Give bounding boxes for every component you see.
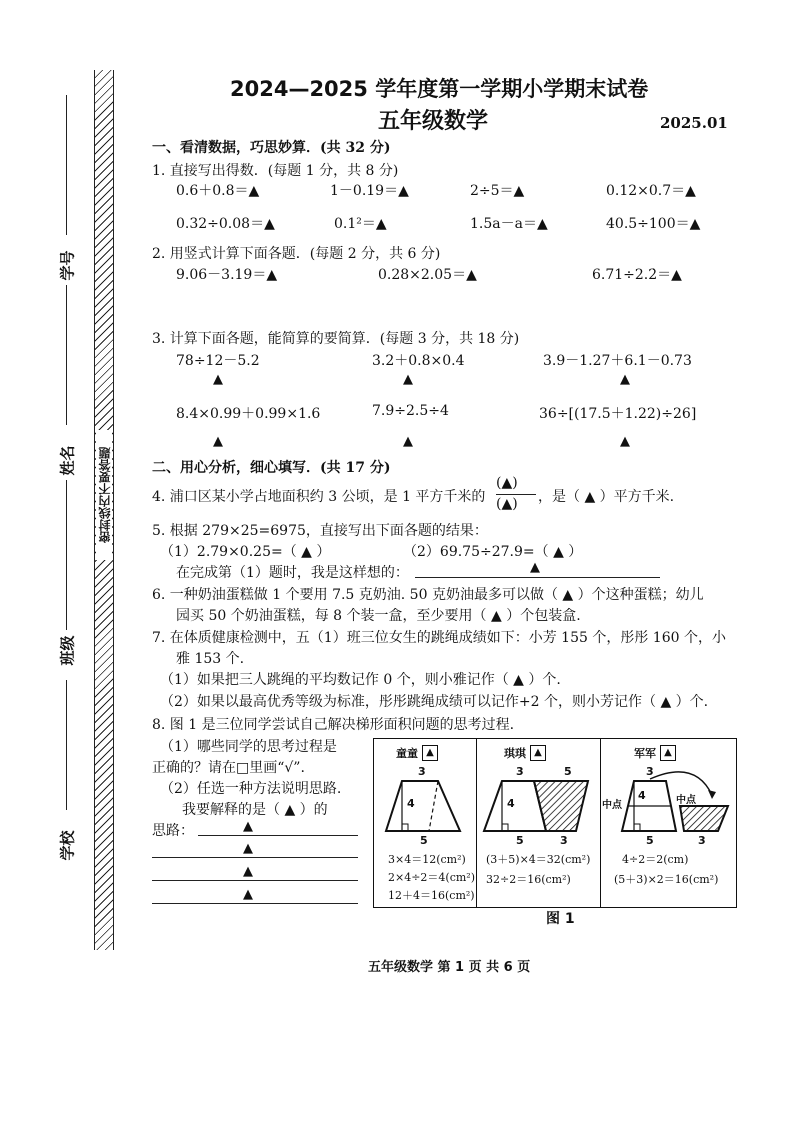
q4-text: 4. 浦口区某小学占地面积约 3 公顷，是 1 平方千米的 bbox=[152, 489, 486, 505]
xuexiao-label: 学校 bbox=[58, 830, 77, 861]
q8-part-1a: （1）哪些同学的思考过程是 bbox=[160, 739, 337, 755]
formula: 4÷2＝2(cm) bbox=[622, 853, 689, 866]
xuehao-label: 学号 bbox=[58, 250, 77, 281]
formula: 32÷2＝16(cm²) bbox=[486, 873, 571, 886]
exam-title: 2024—2025 学年度第一学期小学期末试卷 bbox=[230, 77, 649, 101]
q7-part-2: （2）如果以最高优秀等级为标准，彤彤跳绳成绩可以记作+2 个，则小芳记作（ ▲ ）个. bbox=[160, 694, 709, 710]
q3-item: 3.9－1.27＋6.1－0.73 bbox=[543, 353, 692, 369]
answer-marker[interactable]: ▲ bbox=[620, 434, 630, 449]
fraction-bar bbox=[496, 494, 536, 495]
dim-label: 5 bbox=[420, 834, 428, 847]
banji-line[interactable] bbox=[66, 680, 67, 810]
midpoint-label: 中点 bbox=[602, 800, 622, 811]
dim-label: 4 bbox=[407, 797, 415, 810]
q1-item: 0.1²＝▲ bbox=[334, 216, 387, 232]
q7-text: 7. 在体质健康检测中，五（1）班三位女生的跳绳成绩如下：小芳 155 个，彤彤 160 个，小 bbox=[152, 630, 726, 646]
formula: 2×4÷2＝4(cm²) bbox=[388, 871, 476, 884]
section-1-title: 一、看清数据，巧思妙算．(共 32 分) bbox=[152, 140, 391, 156]
figure-cell-junjun bbox=[600, 739, 736, 907]
q4-text-2: ，是（ ▲ ）平方千米. bbox=[538, 489, 675, 505]
exam-subtitle: 五年级数学 bbox=[378, 109, 489, 134]
student-name: 军军 bbox=[634, 747, 656, 760]
section-2-title: 二、用心分析，细心填写．(共 17 分) bbox=[152, 460, 391, 476]
answer-marker[interactable]: ▲ bbox=[213, 434, 223, 449]
q3-item: 78÷12－5.2 bbox=[176, 353, 260, 369]
q8-part-1b: 正确的？请在□里画“√”. bbox=[152, 760, 305, 776]
q5-answer-line[interactable] bbox=[415, 577, 660, 578]
q8-part-4: 思路： bbox=[152, 823, 194, 839]
q8-answer-line[interactable] bbox=[152, 903, 358, 904]
q8-answer-line[interactable] bbox=[152, 880, 358, 881]
answer-marker[interactable]: ▲ bbox=[530, 560, 540, 575]
dim-label: 4 bbox=[638, 789, 646, 802]
answer-marker[interactable]: ▲ bbox=[213, 372, 223, 387]
q1-item: 40.5÷100＝▲ bbox=[606, 216, 701, 232]
answer-marker[interactable]: ▲ bbox=[620, 372, 630, 387]
exam-date: 2025.01 bbox=[660, 114, 728, 132]
dim-label: 5 bbox=[564, 765, 572, 778]
q7-text-2: 雅 153 个. bbox=[176, 651, 245, 667]
midpoint-label: 中点 bbox=[676, 795, 696, 806]
figure-caption: 图 1 bbox=[546, 911, 575, 927]
answer-marker[interactable]: ▲ bbox=[403, 372, 413, 387]
q3-item: 7.9÷2.5÷4 bbox=[372, 403, 449, 419]
q3-item: 3.2＋0.8×0.4 bbox=[372, 353, 465, 369]
xuehao-line-2 bbox=[66, 285, 67, 425]
answer-marker[interactable]: ▲ bbox=[243, 841, 253, 856]
q1-item: 0.32÷0.08＝▲ bbox=[176, 216, 275, 232]
q2-item: 0.28×2.05＝▲ bbox=[378, 267, 477, 283]
q8-part-2: （2）任选一种方法说明思路. bbox=[160, 781, 342, 797]
q1-item: 0.6＋0.8＝▲ bbox=[176, 183, 260, 199]
q6-text-2: 园买 50 个奶油蛋糕，每 8 个装一盒，至少要用（ ▲ ）个包装盒. bbox=[176, 608, 581, 624]
dim-label: 3 bbox=[418, 765, 426, 778]
answer-marker[interactable]: ▲ bbox=[403, 434, 413, 449]
q2-item: 9.06－3.19＝▲ bbox=[176, 267, 278, 283]
dim-label: 5 bbox=[516, 834, 524, 847]
xingming-label: 姓名 bbox=[58, 445, 77, 476]
banji-label: 班级 bbox=[58, 635, 77, 666]
student-name: 琪琪 bbox=[504, 747, 526, 760]
q2-title: 2. 用竖式计算下面各题．(每题 2 分，共 6 分) bbox=[152, 246, 441, 262]
dim-label: 3 bbox=[516, 765, 524, 778]
student-name: 童童 bbox=[396, 747, 418, 760]
check-box[interactable]: ▲ bbox=[660, 745, 676, 761]
q3-item: 8.4×0.99＋0.99×1.6 bbox=[176, 406, 321, 422]
q3-title: 3. 计算下面各题，能简算的要简算．(每题 3 分，共 18 分) bbox=[152, 331, 520, 347]
q5-reasoning-prompt: 在完成第（1）题时，我是这样想的： bbox=[176, 565, 409, 581]
check-box[interactable]: ▲ bbox=[530, 745, 546, 761]
q5-part-1: （1）2.79×0.25=（ ▲ ） bbox=[160, 544, 331, 560]
q1-title: 1. 直接写出得数．(每题 1 分，共 8 分) bbox=[152, 163, 399, 179]
trapezoid-diagram bbox=[476, 761, 600, 851]
xingming-line[interactable] bbox=[66, 480, 67, 630]
formula: (5＋3)×2＝16(cm²) bbox=[614, 873, 719, 886]
dim-label: 3 bbox=[560, 834, 568, 847]
figure-cell-tongtong bbox=[374, 739, 477, 907]
formula: 3×4＝12(cm²) bbox=[388, 853, 466, 866]
answer-marker[interactable]: ▲ bbox=[243, 887, 253, 902]
q2-item: 6.71÷2.2̇＝▲ bbox=[592, 267, 682, 283]
q6-text: 6. 一种奶油蛋糕做 1 个要用 7.5 克奶油. 50 克奶油最多可以做（ ▲ ）个这种蛋糕；幼儿 bbox=[152, 587, 704, 603]
figure-cell-qiqi bbox=[476, 739, 601, 907]
check-box[interactable]: ▲ bbox=[422, 745, 438, 761]
q3-item: 36÷[(17.5＋1.22)÷26] bbox=[539, 406, 697, 422]
answer-marker[interactable]: ▲ bbox=[243, 819, 253, 834]
formula: 12＋4＝16(cm²) bbox=[388, 889, 475, 902]
q8-title: 8. 图 1 是三位同学尝试自己解决梯形面积问题的思考过程. bbox=[152, 717, 515, 733]
q1-item: 1－0.19＝▲ bbox=[330, 183, 409, 199]
page-footer: 五年级数学 第 1 页 共 6 页 bbox=[368, 960, 531, 975]
q1-item: 2÷5＝▲ bbox=[470, 183, 525, 199]
q4-fraction-numerator[interactable]: (▲) bbox=[496, 475, 518, 491]
q1-item: 0.12×0.7＝▲ bbox=[606, 183, 696, 199]
q5-text: 5. 根据 279×25=6975，直接写出下面各题的结果： bbox=[152, 523, 488, 539]
q8-part-3: 我要解释的是（ ▲ ）的 bbox=[182, 802, 328, 818]
dim-label: 5 bbox=[646, 834, 654, 847]
figure-1 bbox=[373, 738, 737, 908]
dim-label: 4 bbox=[507, 797, 515, 810]
q1-item: 1.5a－a＝▲ bbox=[470, 216, 548, 232]
q5-part-2: （2）69.75÷27.9=（ ▲ ） bbox=[403, 544, 583, 560]
q4-fraction-denominator[interactable]: (▲) bbox=[496, 496, 518, 512]
q8-answer-line[interactable] bbox=[198, 835, 358, 836]
q8-answer-line[interactable] bbox=[152, 857, 358, 858]
dim-label: 3 bbox=[646, 765, 654, 778]
answer-marker[interactable]: ▲ bbox=[243, 864, 253, 879]
xuehao-line[interactable] bbox=[66, 95, 67, 235]
seal-notice: 密封线内不要答题 bbox=[96, 430, 112, 560]
q7-part-1: （1）如果把三人跳绳的平均数记作 0 个，则小雅记作（ ▲ ）个. bbox=[160, 672, 561, 688]
formula: (3＋5)×4＝32(cm²) bbox=[486, 853, 591, 866]
dim-label: 3 bbox=[698, 834, 706, 847]
